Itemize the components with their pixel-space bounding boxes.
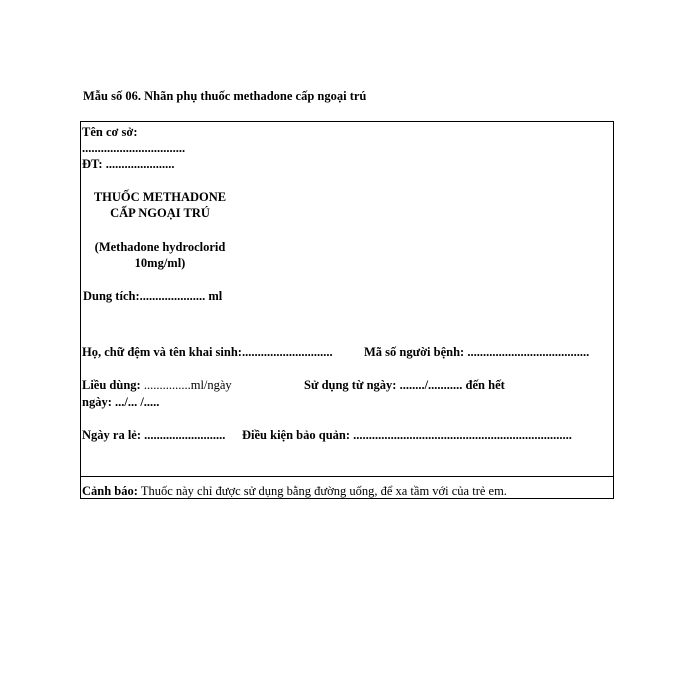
patient-name: Họ, chữ đệm và tên khai sinh:............................. — [82, 345, 333, 359]
dosage-to: ngày: .../... /..... — [82, 395, 160, 409]
warning-label: Cảnh báo: — [82, 484, 138, 498]
dosage-line — [82, 378, 232, 393]
dosage-from: Sử dụng từ ngày: ......../........... đến hết — [304, 378, 505, 392]
drug-title-line2: CẤP NGOẠI TRÚ — [110, 206, 210, 220]
dosage-label: Liều dùng: — [82, 378, 141, 392]
facility-name-label: Tên cơ sở: — [82, 125, 138, 139]
storage-conditions: Điều kiện bảo quản: ...................................................................... — [242, 428, 572, 442]
warning-text: Thuốc này chỉ được sử dụng bằng đường uống, để xa tầm với của trẻ em. — [140, 484, 507, 498]
drug-title-line1: THUỐC METHADONE — [93, 190, 227, 204]
form-heading: Mẫu số 06. Nhãn phụ thuốc methadone cấp ngoại trú — [83, 89, 367, 103]
issue-date: Ngày ra lẻ: .......................... — [82, 428, 226, 442]
dosage-value: ...............ml/ngày — [143, 378, 232, 392]
label-form — [80, 121, 614, 499]
facility-phone: ĐT: ...................... — [82, 157, 175, 171]
drug-ingredient-line2: 10mg/ml) — [134, 256, 186, 270]
drug-ingredient-line1: (Methadone hydroclorid — [94, 240, 226, 254]
facility-name-dots: ................................. — [82, 141, 186, 155]
patient-id: Mã số người bệnh: ....................................... — [364, 345, 590, 359]
drug-volume: Dung tích:..................... ml — [83, 289, 223, 303]
warning-line — [82, 484, 507, 499]
warning-divider — [81, 476, 613, 477]
